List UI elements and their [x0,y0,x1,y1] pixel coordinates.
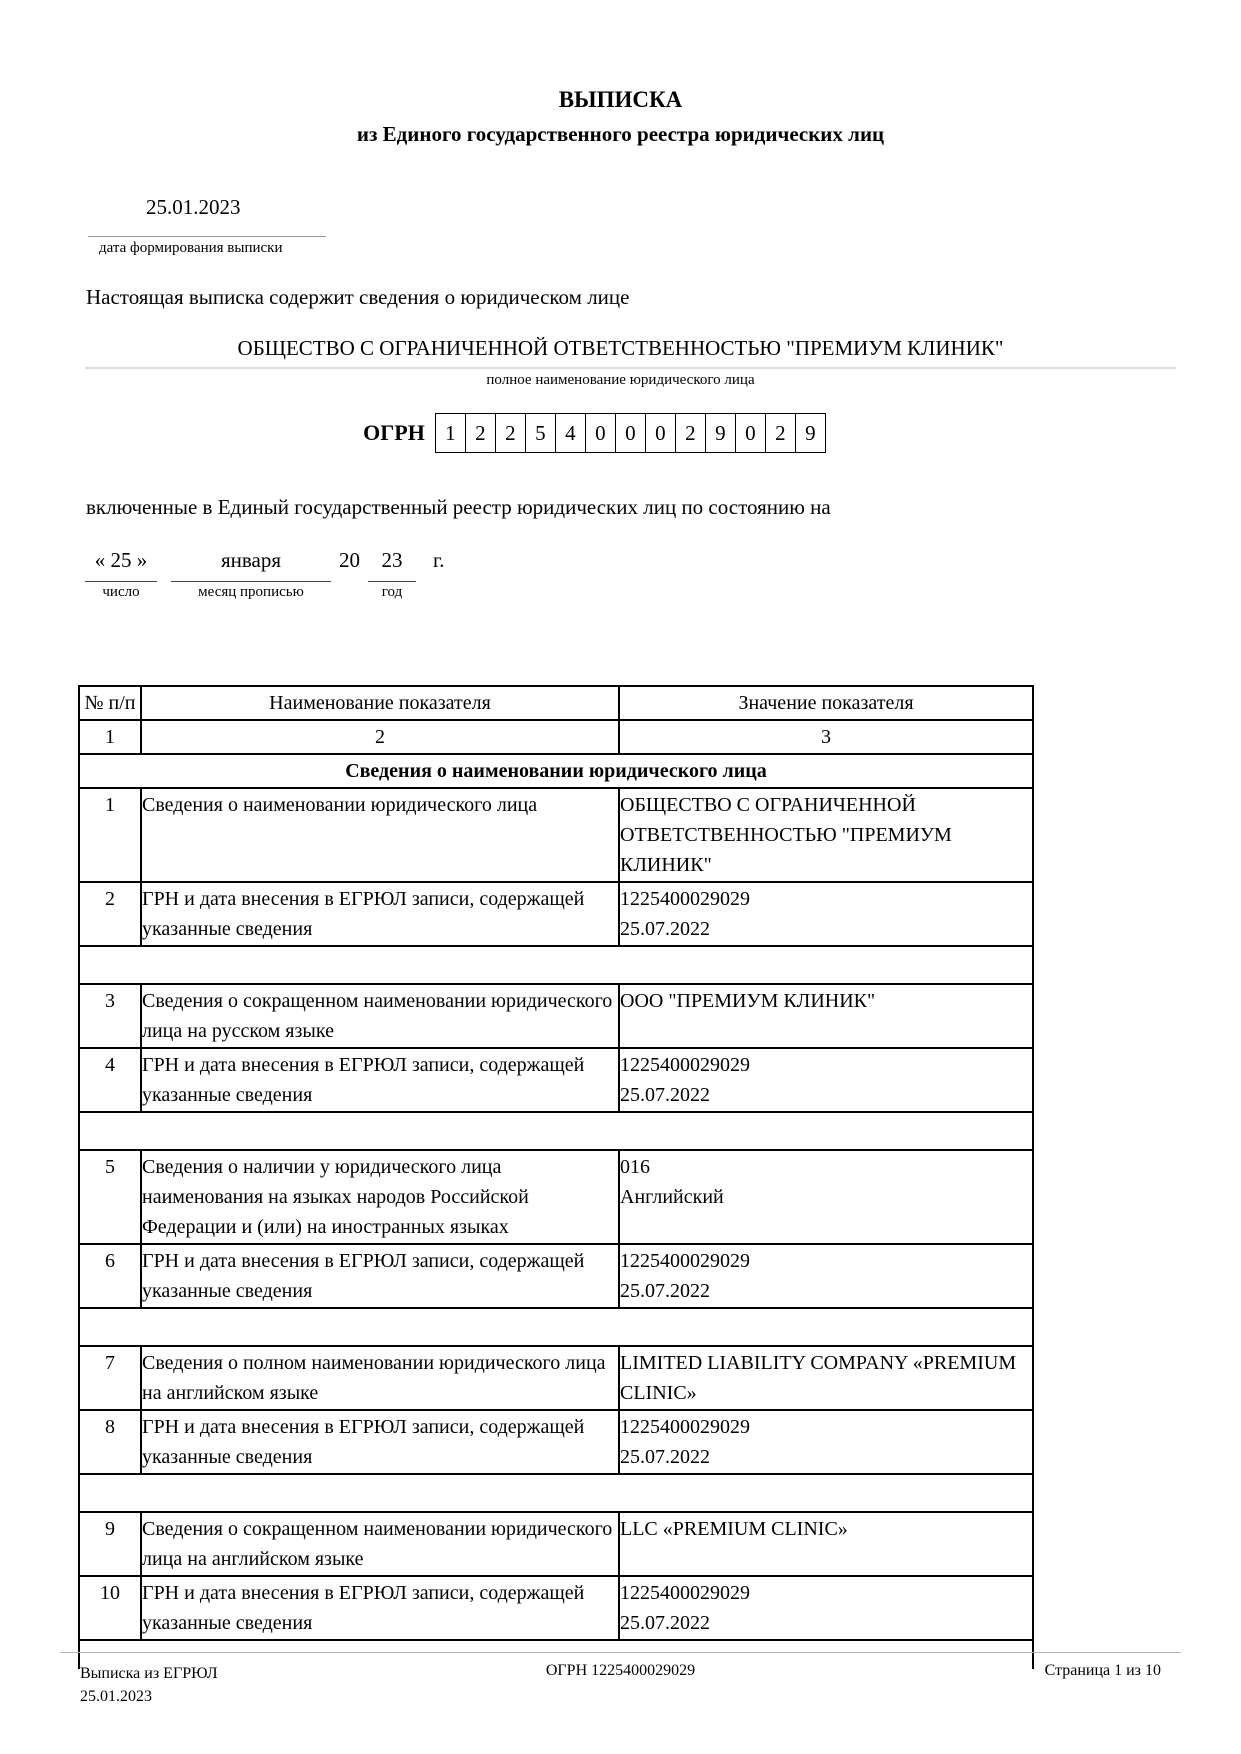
as-of-year-unit [368,548,416,601]
footer-ogrn: ОГРН 1225400029029 [545,1662,696,1679]
ogrn-digit-box: 1 [435,413,466,453]
row-number: 5 [79,1150,141,1244]
value-line: 1225400029029 [620,887,750,910]
row-number: 9 [79,1512,141,1576]
row-name: ГРН и дата внесения в ЕГРЮЛ записи, содержащей указанные сведения [141,1244,619,1308]
row-name: Сведения о сокращенном наименовании юридического лица на русском языке [141,984,619,1048]
row-value [619,984,1033,1048]
row-value [619,1150,1033,1244]
as-of-day-label: число [102,583,140,600]
table-row [79,1346,1033,1410]
formation-date-label: дата формирования выписки [99,239,283,256]
formation-date-underline [88,236,326,237]
value-line: 25.07.2022 [620,1279,710,1302]
value-line: Английский [620,1185,724,1208]
row-number: 6 [79,1244,141,1308]
row-value [619,1410,1033,1474]
as-of-year-label: год [381,583,403,600]
column-number: 3 [619,720,1033,754]
value-line: LIMITED LIABILITY COMPANY «PREMIUM CLINIC» [620,1351,1017,1404]
table-row [79,984,1033,1048]
as-of-day: « 25 » [85,548,157,582]
table-spacer-row [79,1474,1033,1512]
row-name: ГРН и дата внесения в ЕГРЮЛ записи, содержащей указанные сведения [141,1576,619,1640]
value-line: 1225400029029 [620,1581,750,1604]
as-of-date-row [85,548,1161,601]
row-name: Сведения о полном наименовании юридического лица на английском языке [141,1346,619,1410]
value-line: 1225400029029 [620,1249,750,1272]
row-name: Сведения о наличии у юридического лица наименования на языках народов Российской Федерации и (или) на иностранных языках [141,1150,619,1244]
row-number: 10 [79,1576,141,1640]
registry-table [78,685,1034,1669]
company-name-rule [85,367,1176,369]
row-number: 7 [79,1346,141,1410]
as-of-day-unit [85,548,157,601]
document-subtitle: из Единого государственного реестра юридических лиц [356,121,885,146]
table-header-row [79,686,1033,720]
table-spacer-row [79,946,1033,984]
table-section-row [79,754,1033,788]
formation-date: 25.01.2023 [146,194,241,219]
table-row [79,1576,1033,1640]
row-value [619,788,1033,882]
row-value [619,1048,1033,1112]
ogrn-digit-box: 0 [615,413,646,453]
ogrn-digit-box: 9 [705,413,736,453]
column-number: 1 [79,720,141,754]
row-value [619,1576,1033,1640]
table-column-numbers-row [79,720,1033,754]
as-of-month: января [171,548,331,582]
row-value [619,882,1033,946]
row-number: 4 [79,1048,141,1112]
value-line: 25.07.2022 [620,1611,710,1634]
table-row [79,1410,1033,1474]
ogrn-digit-box: 2 [495,413,526,453]
row-number: 1 [79,788,141,882]
value-line: 1225400029029 [620,1053,750,1076]
ogrn-digit-box: 0 [645,413,676,453]
table-row [79,1512,1033,1576]
header-cell-name: Наименование показателя [141,686,619,720]
footer-document-info [60,1662,410,1708]
table-row [79,1244,1033,1308]
as-of-year: 23 [368,548,416,582]
ogrn-digit-boxes [435,413,826,453]
row-value [619,1346,1033,1410]
header-cell-value: Значение показателя [619,686,1033,720]
row-name: Сведения о наименовании юридического лица [141,788,619,882]
ogrn-digit-box: 2 [675,413,706,453]
section-title: Сведения о наименовании юридического лица [79,754,1033,788]
ogrn-digit-box: 4 [555,413,586,453]
value-line: 25.07.2022 [620,1083,710,1106]
ogrn-row [54,413,1135,453]
page-footer [60,1652,1181,1708]
value-line: 016 [620,1155,650,1178]
row-value [619,1512,1033,1576]
value-line: ОБЩЕСТВО С ОГРАНИЧЕННОЙ ОТВЕТСТВЕННОСТЬЮ "ПРЕМИУМ КЛИНИК" [620,793,952,876]
value-line: 1225400029029 [620,1415,750,1438]
intro-text: Настоящая выписка содержит сведения о юридическом лице [86,284,630,309]
ogrn-label: ОГРН [363,419,425,445]
table-spacer-row [79,1112,1033,1150]
value-line: 25.07.2022 [620,1445,710,1468]
company-full-name: ОБЩЕСТВО С ОГРАНИЧЕННОЙ ОТВЕТСТВЕННОСТЬЮ "ПРЕМИУМ КЛИНИК" [237,335,1004,360]
as-of-century: 20 [339,547,360,572]
row-value [619,1244,1033,1308]
document-title: ВЫПИСКА [558,87,683,112]
company-full-name-label: полное наименование юридического лица [486,371,755,388]
header-cell-num: № п/п [79,686,141,720]
value-line: ООО "ПРЕМИУМ КЛИНИК" [620,989,876,1012]
as-of-month-label: месяц прописью [198,583,304,600]
table-row [79,882,1033,946]
as-of-year-suffix: г. [433,547,445,572]
ogrn-digit-box: 9 [795,413,826,453]
footer-doc-date: 25.01.2023 [80,1688,152,1705]
ogrn-digit-box: 5 [525,413,556,453]
value-line: 25.07.2022 [620,917,710,940]
column-number: 2 [141,720,619,754]
footer-page-number: Страница 1 из 10 [1044,1662,1161,1679]
row-name: ГРН и дата внесения в ЕГРЮЛ записи, содержащей указанные сведения [141,1410,619,1474]
footer-doc-title: Выписка из ЕГРЮЛ [80,1665,218,1682]
row-name: ГРН и дата внесения в ЕГРЮЛ записи, содержащей указанные сведения [141,882,619,946]
table-spacer-row [79,1308,1033,1346]
included-line: включенные в Единый государственный реестр юридических лиц по состоянию на [86,494,831,519]
row-number: 8 [79,1410,141,1474]
row-name: ГРН и дата внесения в ЕГРЮЛ записи, содержащей указанные сведения [141,1048,619,1112]
value-line: LLC «PREMIUM CLINIC» [620,1517,848,1540]
ogrn-digit-box: 0 [735,413,766,453]
row-number: 2 [79,882,141,946]
table-row [79,1048,1033,1112]
ogrn-digit-box: 0 [585,413,616,453]
table-row [79,1150,1033,1244]
ogrn-digit-box: 2 [765,413,796,453]
row-number: 3 [79,984,141,1048]
ogrn-digit-box: 2 [465,413,496,453]
row-name: Сведения о сокращенном наименовании юридического лица на английском языке [141,1512,619,1576]
table-row [79,788,1033,882]
as-of-month-unit [171,548,331,601]
